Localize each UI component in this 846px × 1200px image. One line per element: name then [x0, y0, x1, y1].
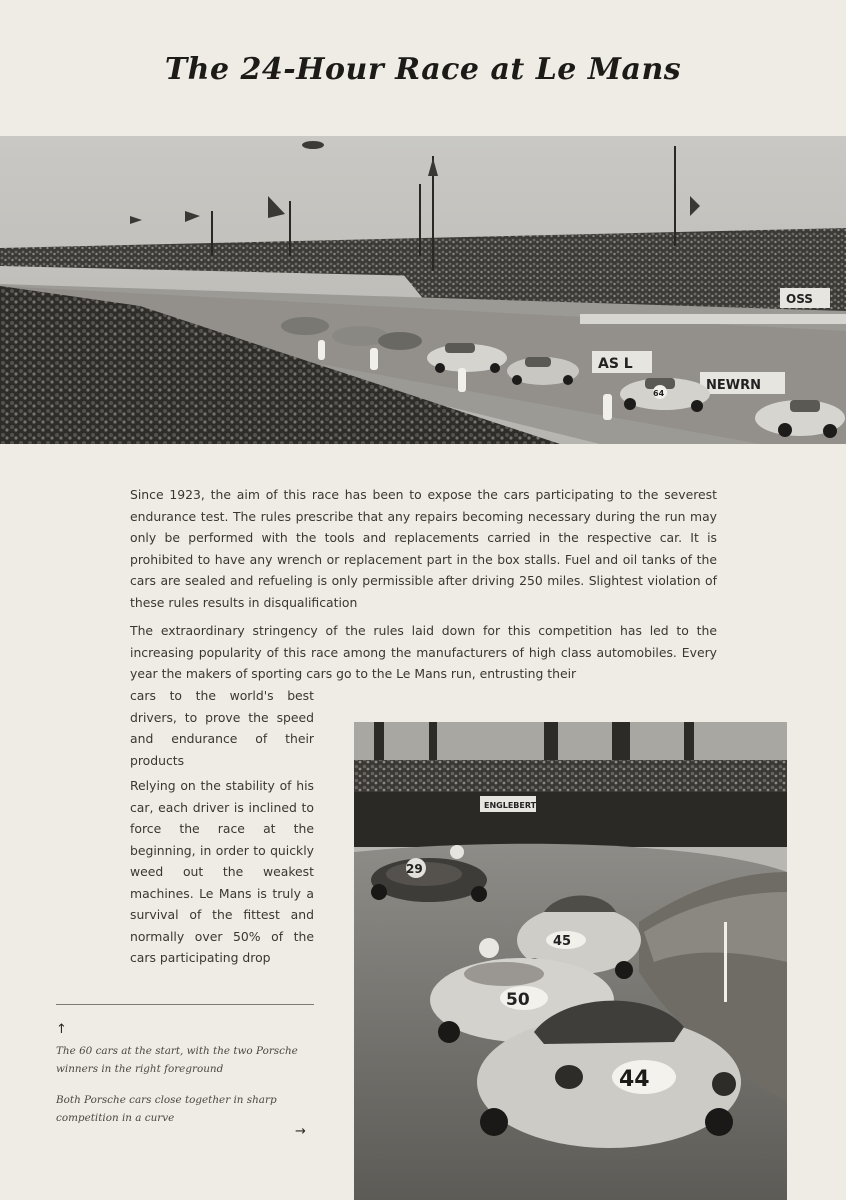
car-number-44: 44 [619, 1067, 650, 1092]
race-start-illustration [0, 136, 846, 444]
banner-text-2: NEWRN [706, 378, 761, 393]
body-paragraph-1: Since 1923, the aim of this race has been to expose the cars participating to the severest endurance test. The rules prescribe that any repairs becoming necessary during the run may only be performed with the tools and replacements carried in the respective car. It is prohibited to have any wrench or replacement part in the box stalls. Fuel and oil tanks of the cars are sealed and refueling is only permissible after driving 250 miles. Slightest violation of these rules results in disqualification [130, 487, 717, 610]
banner-text-3: OSS [786, 292, 813, 306]
curve-race-illustration [354, 722, 787, 1200]
start-car-number: 64 [653, 389, 665, 398]
caption-divider [56, 1004, 314, 1005]
right-arrow-icon: → [295, 1124, 306, 1139]
page-title: The 24-Hour Race at Le Mans [164, 52, 682, 87]
body-paragraph-2: The extraordinary stringency of the rules laid down for this competition has led to the increasing popularity of this race among the manufacturers of high class automobiles. Every year the makers of sporting cars go to the Le Mans run, entrusting their [130, 623, 717, 681]
up-arrow-icon: ↑ [56, 1022, 67, 1037]
body-paragraph-3: Relying on the stability of his car, each driver is inclined to force the race at the beginning, in order to quickly weed out the weakest machines. Le Mans is truly a survival of the fittest and normally over 50% of the cars participating drop [130, 778, 314, 965]
caption-start-photo: The 60 cars at the start, with the two Porsche winners in the right foreground [56, 1045, 298, 1075]
curve-race-photo [354, 722, 787, 1200]
race-start-photo [0, 136, 846, 444]
car-number-45: 45 [553, 934, 572, 949]
banner-text-1: AS L [598, 356, 633, 372]
caption-curve-photo: Both Porsche cars close together in sharp competition in a curve [56, 1094, 277, 1124]
body-paragraph-2-continued: cars to the world's best drivers, to prove the speed and endurance of their products [130, 688, 314, 768]
car-number-29: 29 [406, 862, 423, 876]
curve-banner-text: ENGLEBERT [484, 801, 537, 810]
car-number-50: 50 [506, 990, 530, 1010]
